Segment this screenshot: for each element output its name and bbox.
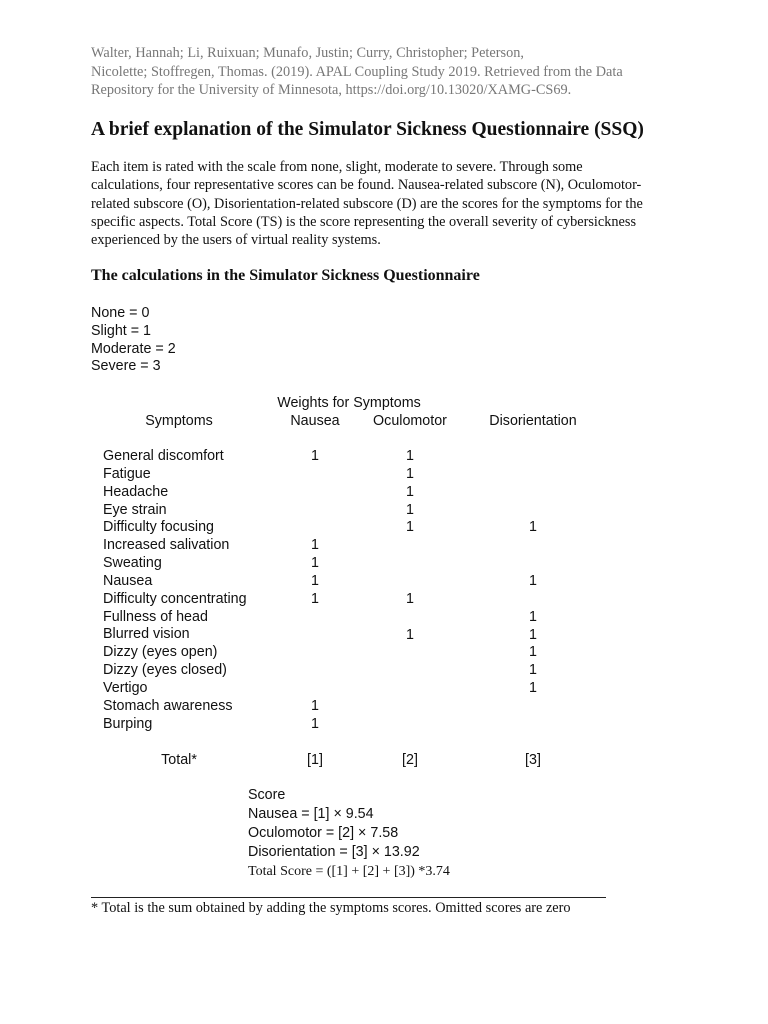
score-disorientation: Disorientation = [3] × 13.92 bbox=[248, 844, 420, 860]
symptom-name: Eye strain bbox=[103, 501, 167, 518]
symptom-name: Difficulty concentrating bbox=[103, 590, 247, 607]
symptom-name: Headache bbox=[103, 483, 169, 500]
weight-disorientation: 1 bbox=[529, 644, 537, 661]
symptom-name: Fullness of head bbox=[103, 608, 208, 625]
weight-oculomotor: 1 bbox=[406, 519, 414, 536]
symptom-name: Stomach awareness bbox=[103, 697, 233, 714]
weight-nausea: 1 bbox=[311, 537, 319, 554]
total-label: Total* bbox=[161, 752, 197, 768]
score-formulas bbox=[248, 786, 450, 881]
citation-line: Walter, Hannah; Li, Ruixuan; Munafo, Justin; Curry, Christopher; Peterson, bbox=[91, 45, 524, 61]
weight-disorientation: 1 bbox=[529, 572, 537, 589]
symptom-name: Dizzy (eyes open) bbox=[103, 644, 218, 661]
col-nausea-header: Nausea bbox=[290, 413, 340, 429]
weight-disorientation: 1 bbox=[529, 608, 537, 625]
symptom-name: Fatigue bbox=[103, 465, 151, 482]
weights-header: Weights for Symptoms bbox=[277, 395, 421, 411]
weight-nausea: 1 bbox=[311, 697, 319, 714]
weight-disorientation: 1 bbox=[529, 662, 537, 679]
total-disorientation: [3] bbox=[525, 752, 541, 768]
scale-item: None = 0 bbox=[91, 305, 150, 321]
rating-scale bbox=[91, 305, 176, 376]
footnote-divider bbox=[91, 897, 606, 898]
weight-oculomotor: 1 bbox=[406, 501, 414, 518]
symptom-name: Sweating bbox=[103, 555, 162, 572]
intro-line: specific aspects. Total Score (TS) is the score representing the overall severity of cybersickness bbox=[91, 213, 637, 230]
symptom-name: Burping bbox=[103, 715, 153, 732]
citation-line: Repository for the University of Minnesota, https://doi.org/10.13020/XAMG-CS69. bbox=[91, 82, 572, 98]
symptom-name: Difficulty focusing bbox=[103, 519, 214, 536]
score-oculomotor: Oculomotor = [2] × 7.58 bbox=[248, 825, 399, 841]
footnote: * Total is the sum obtained by adding the symptoms scores. Omitted scores are zero bbox=[91, 900, 571, 916]
total-nausea: [1] bbox=[307, 752, 323, 768]
col-oculomotor-header: Oculomotor bbox=[373, 413, 447, 429]
col-symptoms-header: Symptoms bbox=[145, 413, 213, 429]
scale-item: Severe = 3 bbox=[91, 358, 161, 375]
weight-nausea: 1 bbox=[311, 572, 319, 589]
intro-line: calculations, four representative scores can be found. Nausea-related subscore (N), Oculomotor- bbox=[91, 177, 642, 194]
symptom-list bbox=[103, 448, 247, 734]
page-title: A brief explanation of the Simulator Sickness Questionnaire (SSQ) bbox=[91, 119, 644, 140]
symptom-name: Blurred vision bbox=[103, 626, 190, 643]
section-title: The calculations in the Simulator Sickness Questionnaire bbox=[91, 267, 480, 284]
score-heading: Score bbox=[248, 787, 286, 803]
intro-line: related subscore (O), Disorientation-related subscore (D) are the scores for the symptoms for the bbox=[91, 195, 643, 212]
symptom-name: General discomfort bbox=[103, 448, 224, 464]
symptom-name: Dizzy (eyes closed) bbox=[103, 662, 227, 679]
weight-oculomotor: 1 bbox=[406, 590, 414, 607]
intro-line: experienced by the users of virtual reality systems. bbox=[91, 232, 381, 249]
col-disorientation-header: Disorientation bbox=[489, 413, 577, 429]
weight-oculomotor: 1 bbox=[406, 448, 414, 464]
score-total: Total Score = ([1] + [2] + [3]) *3.74 bbox=[248, 864, 450, 879]
weight-nausea: 1 bbox=[311, 448, 319, 464]
weight-oculomotor: 1 bbox=[406, 483, 414, 500]
scale-item: Moderate = 2 bbox=[91, 340, 176, 357]
weight-disorientation: 1 bbox=[529, 519, 537, 536]
citation bbox=[91, 44, 691, 100]
weight-oculomotor: 1 bbox=[406, 626, 414, 643]
weight-disorientation: 1 bbox=[529, 626, 537, 643]
citation-line: Nicolette; Stoffregen, Thomas. (2019). APAL Coupling Study 2019. Retrieved from the Data bbox=[91, 63, 623, 80]
weight-nausea: 1 bbox=[311, 590, 319, 607]
weight-nausea: 1 bbox=[311, 715, 319, 732]
intro-line: Each item is rated with the scale from none, slight, moderate to severe. Through some bbox=[91, 159, 583, 175]
score-nausea: Nausea = [1] × 9.54 bbox=[248, 806, 374, 822]
scale-item: Slight = 1 bbox=[91, 322, 152, 339]
symptom-name: Nausea bbox=[103, 572, 153, 589]
intro-paragraph bbox=[91, 158, 681, 249]
symptom-name: Vertigo bbox=[103, 679, 148, 696]
weight-nausea: 1 bbox=[311, 555, 319, 572]
total-oculomotor: [2] bbox=[402, 752, 418, 768]
weight-oculomotor: 1 bbox=[406, 465, 414, 482]
weight-disorientation: 1 bbox=[529, 680, 537, 697]
symptom-name: Increased salivation bbox=[103, 537, 230, 554]
